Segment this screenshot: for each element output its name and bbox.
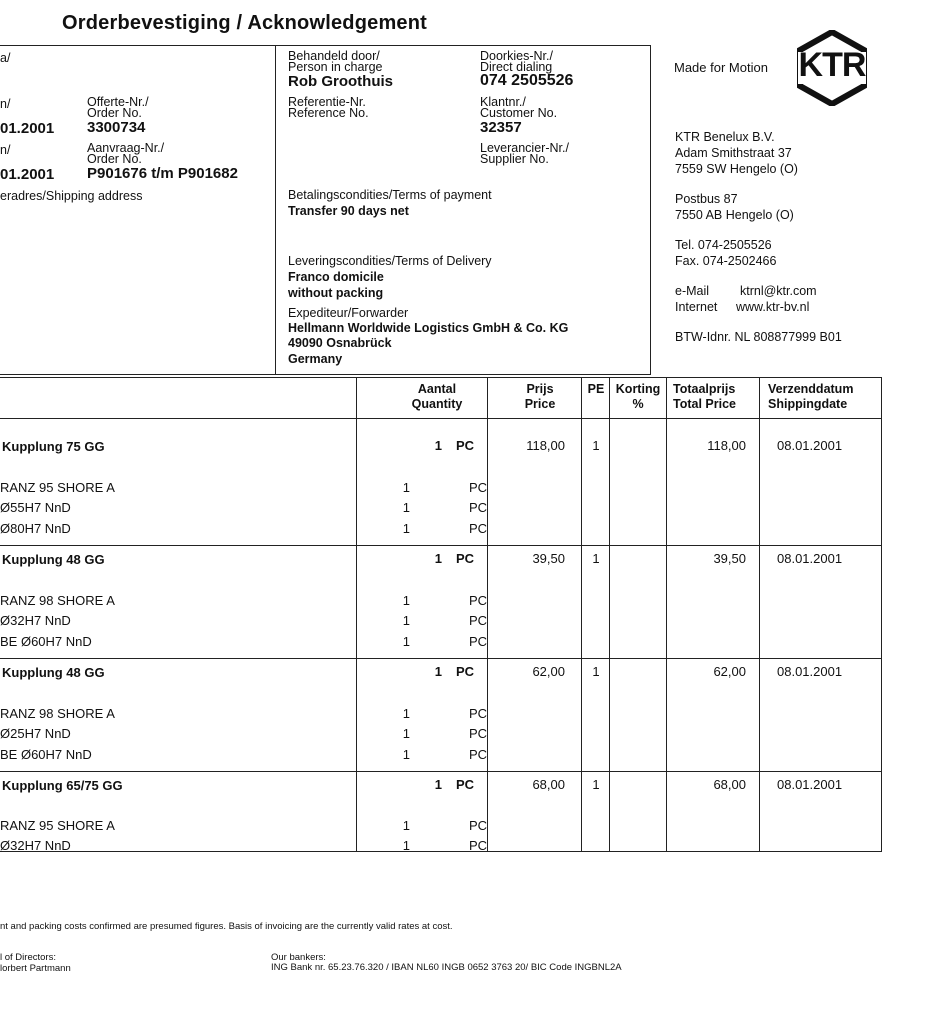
header-price-nl: Prijs [526,382,554,396]
left-frag-1: a/ [0,51,11,65]
footer-bankers-label: Our bankers: [271,952,326,963]
sub-text: Ø25H7 NnD [0,726,71,741]
offerte-label-1: Offerte-Nr./ [87,95,149,109]
forwarder-value-2: 49090 Osnabrück [288,336,392,350]
offerte-label-2: Order No. [87,106,142,120]
group-rule-3 [0,771,881,772]
company-tel: Tel. 074-2505526 [675,238,772,252]
sub-unit: PC [469,480,488,495]
doorkies-label-1: Doorkies-Nr./ [480,49,553,63]
header-ship-nl: Verzenddatum [768,382,854,396]
company-city: 7559 SW Hengelo (O) [675,162,798,176]
forwarder-value-1: Hellmann Worldwide Logistics GmbH & Co. KG [288,321,569,335]
internet-label: Internet [675,300,718,314]
sub-text: Ø80H7 NnD [0,521,71,536]
item-unit: PC [456,777,475,792]
item-date: 08.01.2001 [777,664,843,679]
item-name: Kupplung 48 GG [2,665,105,680]
email-label: e-Mail [675,284,710,298]
group-rule-2 [0,658,881,659]
sub-text: Ø32H7 NnD [0,613,71,628]
item-qty: 1 [434,777,442,792]
header-korting-en: % [632,397,644,411]
sub-text: BE Ø60H7 NnD [0,634,92,649]
item-name: Kupplung 75 GG [2,439,105,454]
forwarder-value-3: Germany [288,352,343,366]
item-unit: PC [456,438,475,453]
sub-unit: PC [469,613,488,628]
customer-number: 32357 [480,119,522,136]
header-korting-nl: Korting [615,382,661,396]
header-total-nl: Totaalprijs [673,382,736,396]
offerte-value: 3300734 [87,119,146,136]
col-divider-price [487,377,488,852]
company-postcity: 7550 AB Hengelo (O) [675,208,794,222]
sub-unit: PC [469,634,488,649]
header-price [500,382,580,412]
sub-qty: 1 [402,634,410,649]
sub-qty: 1 [402,500,410,515]
header-total-en: Total Price [673,397,736,411]
item-date: 08.01.2001 [777,438,843,453]
item-price: 68,00 [532,777,565,792]
item-pe: 1 [592,551,600,566]
person-in-charge: Rob Groothuis [288,73,393,90]
leverancier-label-2: Supplier No. [480,152,549,166]
sub-unit: PC [469,726,488,741]
left-frag-date-2: 01.2001 [0,166,55,183]
item-total: 62,00 [713,664,746,679]
header-korting [610,382,666,412]
left-frag-date-1: 01.2001 [0,120,55,137]
behandeld-label-1: Behandeld door/ [288,49,380,63]
header-quantity [400,382,474,412]
footer-directors-name: lorbert Partmann [0,963,71,974]
item-price: 62,00 [532,664,565,679]
item-total: 118,00 [707,438,746,453]
item-name: Kupplung 65/75 GG [2,778,123,793]
item-name: Kupplung 48 GG [2,552,105,567]
internet-value: www.ktr-bv.nl [736,300,810,314]
doorkies-label-2: Direct dialing [480,60,553,74]
col-divider-total [666,377,667,852]
email-value: ktrnl@ktr.com [740,284,817,298]
sub-unit: PC [469,593,488,608]
aanvraag-label-1: Aanvraag-Nr./ [87,141,165,155]
item-date: 08.01.2001 [777,551,843,566]
aanvraag-label-2: Order No. [87,152,142,166]
footer-note: nt and packing costs confirmed are presumed figures. Basis of invoicing are the currently valid rates at cost. [0,921,453,932]
header-pe: PE [587,382,605,396]
sub-unit: PC [469,838,488,853]
sub-text: RANZ 98 SHORE A [0,593,115,608]
payment-label: Betalingscondities/Terms of payment [288,188,492,202]
sub-qty: 1 [402,747,410,762]
footer-bankers-details: ING Bank nr. 65.23.76.320 / IBAN NL60 INGB 0652 3763 20/ BIC Code INGBNL2A [271,962,622,973]
direct-dialing: 074 2505526 [480,72,574,89]
header-quantity-nl: Aantal [417,382,457,396]
sub-unit: PC [469,500,488,515]
header-price-en: Price [524,397,556,411]
header-quantity-en: Quantity [411,397,463,411]
klant-label-1: Klantnr./ [480,95,526,109]
sub-unit: PC [469,747,488,762]
header-total [673,382,736,412]
sub-qty: 1 [402,521,410,536]
item-unit: PC [456,551,475,566]
delivery-label: Leveringscondities/Terms of Delivery [288,254,492,268]
sub-qty: 1 [402,706,410,721]
ktr-logo-text: KTR [798,46,866,84]
referentie-label-2: Reference No. [288,106,369,120]
sub-text: BE Ø60H7 NnD [0,747,92,762]
sub-text: Ø32H7 NnD [0,838,71,853]
sub-qty: 1 [402,593,410,608]
sub-qty: 1 [402,838,410,853]
sub-qty: 1 [402,480,410,495]
col-divider-ship [759,377,760,852]
behandeld-label-2: Person in charge [288,60,383,74]
header-ship-en: Shippingdate [768,397,848,411]
sub-text: Ø55H7 NnD [0,500,71,515]
company-postbus: Postbus 87 [675,192,738,206]
page-title: Orderbevestiging / Acknowledgement [62,12,428,34]
item-qty: 1 [434,438,442,453]
sub-qty: 1 [402,726,410,741]
sub-qty: 1 [402,613,410,628]
header-divider [275,45,276,375]
table-header-rule [0,418,881,419]
sub-text: RANZ 98 SHORE A [0,706,115,721]
item-pe: 1 [592,777,600,792]
delivery-value-1: Franco domicile [288,270,384,284]
item-qty: 1 [434,664,442,679]
item-qty: 1 [434,551,442,566]
group-rule-1 [0,545,881,546]
item-price: 39,50 [532,551,565,566]
btw-number: BTW-Idnr. NL 808877999 B01 [675,330,842,344]
header-shipping-date [768,382,853,412]
klant-label-2: Customer No. [480,106,558,120]
item-pe: 1 [592,664,600,679]
item-date: 08.01.2001 [777,777,843,792]
col-divider-qty [356,377,357,852]
left-frag-2: n/ [0,97,11,111]
item-pe: 1 [592,438,600,453]
sub-unit: PC [469,521,488,536]
sub-unit: PC [469,706,488,721]
item-unit: PC [456,664,475,679]
leverancier-label-1: Leverancier-Nr./ [480,141,569,155]
company-name: KTR Benelux B.V. [675,130,775,144]
item-total: 39,50 [713,551,746,566]
shipping-address-label: eradres/Shipping address [0,189,143,203]
company-tagline: Made for Motion [674,60,768,75]
company-street: Adam Smithstraat 37 [675,146,792,160]
sub-qty: 1 [402,818,410,833]
forwarder-label: Expediteur/Forwarder [288,306,409,320]
item-total: 68,00 [713,777,746,792]
sub-unit: PC [469,818,488,833]
aanvraag-value: P901676 t/m P901682 [87,165,238,182]
left-frag-4: n/ [0,143,11,157]
referentie-label-1: Referentie-Nr. [288,95,366,109]
item-price: 118,00 [526,438,565,453]
company-fax: Fax. 074-2502466 [675,254,777,268]
sub-text: RANZ 95 SHORE A [0,480,115,495]
footer-directors-label: l of Directors: [0,952,56,963]
sub-text: RANZ 95 SHORE A [0,818,115,833]
delivery-value-2: without packing [288,286,384,300]
payment-value: Transfer 90 days net [288,204,409,218]
